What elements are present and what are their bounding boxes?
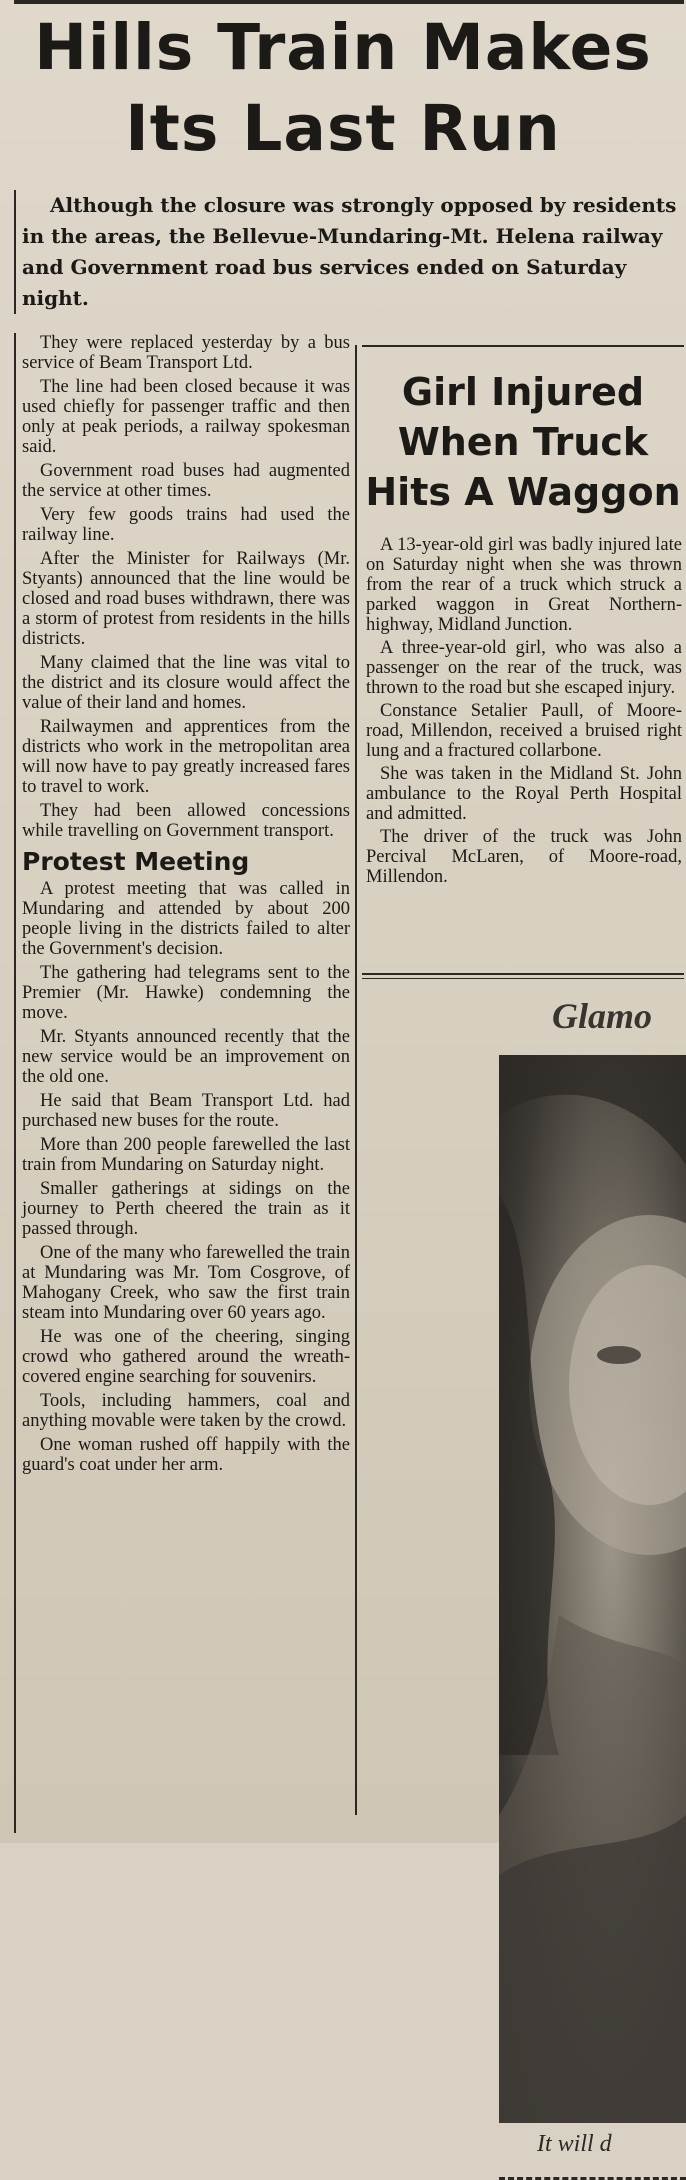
left-paragraph: Tools, including hammers, coal and anything movable were taken by the crowd. — [22, 1391, 350, 1431]
photo-caption-fragment: It will d — [537, 2131, 612, 2157]
left-paragraph: They were replaced yesterday by a bus service of Beam Transport Ltd. — [22, 333, 350, 373]
protest-meeting-subhead: Protest Meeting — [22, 847, 250, 876]
left-paragraph: Railwaymen and apprentices from the districts who work in the metropolitan area will now have to pay greatly increased fares to travel to work. — [22, 717, 350, 797]
headline-line-2: Its Last Run — [125, 92, 561, 165]
section-double-rule — [362, 973, 684, 979]
left-paragraph: After the Minister for Railways (Mr. Styants) announced that the line would be closed and road buses withdrawn, there was a storm of protest from residents in the hills districts. — [22, 549, 350, 649]
left-paragraph: One woman rushed off happily with the guard's coat under her arm. — [22, 1435, 350, 1475]
left-column — [14, 333, 350, 1833]
left-paragraph: Many claimed that the line was vital to the district and its closure would affect the value of their land and homes. — [22, 653, 350, 713]
right-paragraph: A three-year-old girl, who was also a passenger on the rear of the truck, was thrown to the road but she escaped injury. — [366, 638, 682, 698]
subheadline-line-2: When Truck — [397, 420, 649, 464]
portrait-illustration — [499, 1055, 686, 2123]
left-paragraph: He was one of the cheering, singing crowd who gathered around the wreath-covered engine searching for souvenirs. — [22, 1327, 350, 1387]
left-paragraph: More than 200 people farewelled the last train from Mundaring on Saturday night. — [22, 1135, 350, 1175]
glamour-headline-fragment: Glamo — [552, 996, 653, 1036]
headline-line-1: Hills Train Makes — [34, 11, 652, 84]
top-rule — [14, 0, 684, 4]
left-paragraph: They had been allowed concessions while travelling on Government transport. — [22, 801, 350, 841]
left-paragraph: A protest meeting that was called in Mundaring and attended by about 200 people living in the districts failed to alter the Government's decision. — [22, 879, 350, 959]
intro-paragraph: Although the closure was strongly opposed by residents in the areas, the Bellevue-Mundaring-Mt. Helena railway and Government road bus services ended on Saturday night. — [14, 190, 680, 314]
main-headline — [0, 11, 686, 165]
left-paragraph: Government road buses had augmented the service at other times. — [22, 461, 350, 501]
right-paragraph: Constance Setalier Paull, of Moore-road, Millendon, received a bruised right lung and a fractured collarbone. — [366, 701, 682, 761]
right-head-rule — [362, 345, 684, 347]
left-paragraph: One of the many who farewelled the train at Mundaring was Mr. Tom Cosgrove, of Mahogany Creek, who saw the first train steam into Mundaring over 60 years ago. — [22, 1243, 350, 1323]
left-paragraph: Very few goods trains had used the railway line. — [22, 505, 350, 545]
right-paragraph: A 13-year-old girl was badly injured late on Saturday night when she was thrown from the rear of a truck which struck a parked waggon in Great Northern-highway, Midland Junction. — [366, 535, 682, 635]
subheadline-line-1: Girl Injured — [401, 370, 645, 414]
subheadline-line-3: Hits A Waggon — [365, 470, 681, 514]
left-paragraph: The gathering had telegrams sent to the Premier (Mr. Hawke) condemning the move. — [22, 963, 350, 1023]
portrait-photo — [499, 1055, 686, 2123]
girl-injured-headline — [362, 367, 684, 517]
column-divider — [355, 345, 357, 1815]
left-paragraph: The line had been closed because it was used chiefly for passenger traffic and then only at peak periods, a railway spokesman said. — [22, 377, 350, 457]
girl-injured-story — [366, 535, 682, 890]
right-paragraph: She was taken in the Midland St. John ambulance to the Royal Perth Hospital and admitted. — [366, 764, 682, 824]
right-paragraph: The driver of the truck was John Percival McLaren, of Moore-road, Millendon. — [366, 827, 682, 887]
left-paragraph: He said that Beam Transport Ltd. had purchased new buses for the route. — [22, 1091, 350, 1131]
left-paragraph: Smaller gatherings at sidings on the journey to Perth cheered the train as it passed through. — [22, 1179, 350, 1239]
left-paragraph: Mr. Styants announced recently that the new service would be an improvement on the old one. — [22, 1027, 350, 1087]
